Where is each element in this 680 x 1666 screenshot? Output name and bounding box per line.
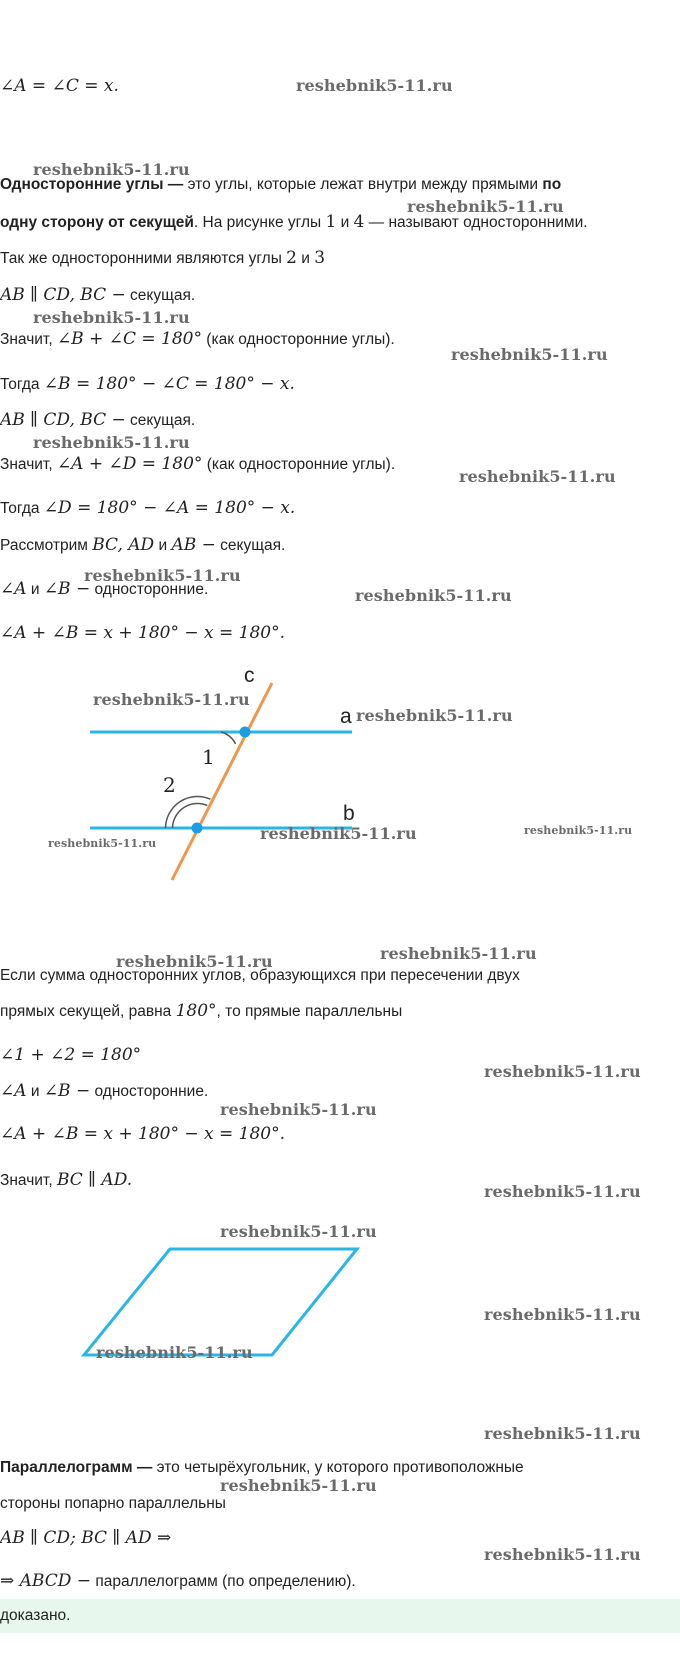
conclusion-parallel-sides: AB ∥ CD; BC ∥ AD ⇒	[0, 1528, 172, 1548]
conclusion-parallelogram: ⇒ ABCD − параллелограмм (по определению).	[0, 1571, 356, 1591]
parallelogram-shape	[84, 1249, 357, 1355]
statement-ab-cd-secant-2: AB ∥ CD, BC − секущая.	[0, 410, 196, 430]
definition-one-sided-angles-cont: одну сторону от секущей. На рисунке углы 1 и 4 — называют односторонними.	[0, 212, 588, 232]
statement-a-b-one-sided-2: ∠A и ∠B − односторонние.	[0, 1081, 209, 1101]
angle-2-arc-inner	[173, 803, 208, 828]
watermark: reshebnik5-11.ru	[48, 837, 157, 850]
watermark: reshebnik5-11.ru	[459, 467, 616, 486]
statement-b-plus-c: Значит, ∠B + ∠C = 180° (как односторонние углы).	[0, 329, 395, 349]
label-angle-1: 1	[202, 745, 215, 769]
watermark: reshebnik5-11.ru	[220, 1100, 377, 1119]
proved-banner	[0, 1599, 680, 1633]
watermark: reshebnik5-11.ru	[296, 76, 453, 95]
definition-one-sided-angles: Односторонние углы — это углы, которые лежат внутри между прямыми по	[0, 176, 562, 193]
label-a: a	[340, 705, 352, 728]
watermark: reshebnik5-11.ru	[484, 1062, 641, 1081]
definition-parallelogram-cont: стороны попарно параллельны	[0, 1495, 226, 1512]
label-angle-2: 2	[163, 773, 176, 797]
intersection-point-a	[240, 727, 251, 738]
intersection-point-b	[192, 823, 203, 834]
watermark: reshebnik5-11.ru	[33, 433, 190, 452]
equation-angles-equal: ∠A = ∠C = x.	[0, 76, 119, 96]
definition-parallelogram: Параллелограмм — это четырёхугольник, у которого противоположные	[0, 1459, 524, 1476]
statement-consider: Рассмотрим BC, AD и AB − секущая.	[0, 535, 286, 555]
text-also-one-sided: Так же односторонними являются углы 2 и 3	[0, 248, 326, 268]
watermark: reshebnik5-11.ru	[220, 1222, 377, 1241]
watermark: reshebnik5-11.ru	[96, 1343, 253, 1362]
watermark: reshebnik5-11.ru	[451, 345, 608, 364]
watermark: reshebnik5-11.ru	[484, 1424, 641, 1443]
equation-sum-180: ∠A + ∠B = x + 180° − x = 180°.	[0, 623, 285, 643]
watermark: reshebnik5-11.ru	[524, 824, 633, 837]
watermark: reshebnik5-11.ru	[356, 706, 513, 725]
watermark: reshebnik5-11.ru	[84, 566, 241, 585]
watermark: reshebnik5-11.ru	[484, 1305, 641, 1324]
theorem-text: Если сумма односторонних углов, образующихся при пересечении двух	[0, 967, 520, 984]
watermark: reshebnik5-11.ru	[380, 944, 537, 963]
watermark: reshebnik5-11.ru	[484, 1545, 641, 1564]
watermark: reshebnik5-11.ru	[260, 824, 417, 843]
theorem-text-cont: прямых секущей, равна 180°, то прямые параллельны	[0, 1001, 403, 1021]
watermark: reshebnik5-11.ru	[407, 197, 564, 216]
equation-sum-180-2: ∠A + ∠B = x + 180° − x = 180°.	[0, 1124, 285, 1144]
transversal-c	[172, 683, 272, 880]
statement-a-b-one-sided: ∠A и ∠B − односторонние.	[0, 579, 209, 599]
statement-bc-parallel-ad: Значит, BC ∥ AD.	[0, 1170, 133, 1190]
proved-text: доказано.	[0, 1607, 71, 1624]
watermark: reshebnik5-11.ru	[93, 690, 250, 709]
statement-a-plus-d: Значит, ∠A + ∠D = 180° (как односторонние углы).	[0, 454, 396, 474]
statement-d-equals: Тогда ∠D = 180° − ∠A = 180° − x.	[0, 498, 296, 518]
watermark: reshebnik5-11.ru	[484, 1182, 641, 1201]
angle-1-arc	[221, 732, 235, 744]
label-b: b	[343, 802, 355, 825]
label-c: c	[244, 664, 255, 687]
statement-b-equals: Тогда ∠B = 180° − ∠C = 180° − x.	[0, 374, 295, 394]
statement-ab-cd-secant: AB ∥ CD, BC − секущая.	[0, 285, 196, 305]
watermark: reshebnik5-11.ru	[355, 586, 512, 605]
watermark: reshebnik5-11.ru	[116, 952, 273, 971]
equation-1-plus-2: ∠1 + ∠2 = 180°	[0, 1045, 142, 1065]
watermark: reshebnik5-11.ru	[33, 160, 190, 179]
watermark: reshebnik5-11.ru	[220, 1476, 377, 1495]
watermark: reshebnik5-11.ru	[33, 308, 190, 327]
